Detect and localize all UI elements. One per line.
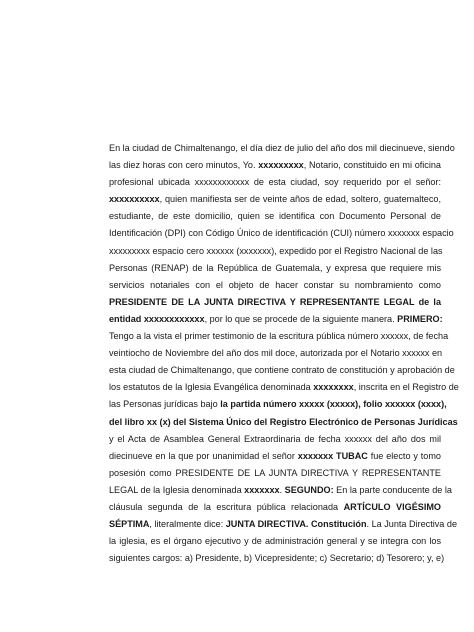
text-line bbox=[109, 208, 441, 225]
text-line bbox=[109, 191, 441, 208]
text-run: Identificación (DPI) con Código Único de identificación (CUI) número xxxxxxx espacio bbox=[109, 228, 454, 239]
text-line bbox=[109, 414, 458, 431]
text-line bbox=[109, 311, 441, 328]
text-line bbox=[109, 294, 441, 311]
text-run: servicios notariales con el objeto de hacer constar su nombramiento como bbox=[109, 279, 441, 290]
text-line bbox=[109, 516, 458, 533]
bold-text-run: xxxxxxxxxx bbox=[109, 194, 160, 205]
bold-text-run: ARTÍCULO VIGÉSIMO bbox=[343, 501, 441, 512]
text-line bbox=[109, 482, 452, 499]
text-line bbox=[109, 362, 455, 379]
text-line bbox=[109, 550, 445, 567]
text-run: . La Junta Directiva de bbox=[366, 519, 458, 530]
text-run: esta ciudad de Chimaltenango, que contiene contrato de constitución y aprobación de bbox=[109, 365, 455, 376]
text-run: los estatutos de la Iglesia Evangélica denominada bbox=[109, 382, 314, 393]
text-run: la iglesia, es el órgano ejecutivo y de administración general y se integra con los bbox=[109, 536, 441, 547]
bold-text-run: del libro xx (x) del Sistema Único del Registro Electrónico de Personas Jurídicas bbox=[109, 416, 458, 427]
text-run: estudiante, de este domicilio, quien se identifica con Documento Personal de bbox=[109, 211, 441, 222]
bold-text-run: PRESIDENTE DE LA JUNTA DIRECTIVA Y REPRESENTANTE LEGAL de la bbox=[109, 296, 441, 307]
text-line bbox=[109, 448, 441, 465]
text-run: , literalmente dice: bbox=[149, 519, 226, 530]
text-line bbox=[109, 533, 441, 550]
text-line bbox=[109, 157, 441, 174]
text-run: En la ciudad de Chimaltenango, el día diez de julio del año dos mil diecinueve, siendo bbox=[109, 143, 455, 153]
text-line bbox=[109, 345, 441, 362]
text-run: Personas (RENAP) de la República de Guatemala, y expresa que requiere mis bbox=[109, 262, 441, 273]
text-line bbox=[109, 465, 441, 482]
bold-text-run: la partida número xxxxx (xxxxx), folio xxxxxx (xxxx), bbox=[220, 399, 447, 410]
text-run: cláusula segunda de la escritura pública relacionada bbox=[109, 501, 344, 512]
text-line bbox=[109, 431, 441, 448]
text-run: profesional ubicada xxxxxxxxxxxx de esta ciudad, soy requerido por el señor: bbox=[109, 177, 441, 188]
text-line bbox=[109, 243, 441, 260]
bold-text-run: SÉPTIMA bbox=[109, 519, 150, 530]
text-run: Tengo a la vista el primer testimonio de la escritura pública número xxxxxx, de fecha bbox=[109, 331, 449, 342]
bold-text-run: SEGUNDO: bbox=[284, 484, 334, 495]
bold-text-run: xxxxxxx TUBAC bbox=[297, 450, 368, 461]
text-run: fue electo y tomo bbox=[367, 450, 441, 461]
document-body bbox=[109, 140, 459, 567]
text-run: siguientes cargos: a) Presidente, b) Vicepresidente; c) Secretario; d) Tesorero; y, e) bbox=[109, 553, 445, 564]
text-run: diecinueve en la que por unanimidad el señor bbox=[109, 450, 298, 461]
bold-text-run: xxxxxxxx bbox=[313, 382, 354, 393]
text-line bbox=[109, 396, 447, 413]
bold-text-run: xxxxxxxxx bbox=[258, 160, 304, 171]
text-run: xxxxxxxxx espacio cero xxxxxx (xxxxxxx), expedido por el Registro Nacional de las bbox=[109, 245, 443, 256]
text-run: las diez horas con cero minutos, Yo. bbox=[109, 160, 259, 171]
text-run: veintiocho de Noviembre del año dos mil doce, autorizada por el Notario xxxxxx en bbox=[109, 348, 443, 359]
text-line bbox=[109, 260, 441, 277]
bold-text-run: entidad xxxxxxxxxxxx bbox=[109, 313, 205, 324]
text-run: En la parte conducente de la bbox=[333, 484, 452, 495]
text-run: y el Acta de Asamblea General Extraordinaria de fecha xxxxxx del año dos mil bbox=[109, 433, 441, 444]
text-line bbox=[109, 174, 441, 191]
text-run: , Notario, constituido en mi oficina bbox=[303, 160, 441, 171]
text-line bbox=[109, 328, 449, 345]
text-line bbox=[109, 277, 441, 294]
text-line bbox=[109, 225, 454, 242]
bold-text-run: JUNTA DIRECTIVA. Constitución bbox=[225, 519, 367, 530]
text-run: , por lo que se procede de la siguiente manera. bbox=[204, 313, 398, 324]
text-run: , quien manifiesta ser de veinte años de edad, soltero, guatemalteco, bbox=[159, 194, 441, 205]
text-line bbox=[109, 140, 455, 157]
text-run: las Personas jurídicas bajo bbox=[109, 399, 221, 410]
text-run: . bbox=[279, 484, 285, 495]
text-line bbox=[109, 499, 441, 516]
bold-text-run: PRIMERO: bbox=[397, 313, 443, 324]
text-run: , inscrita en el Registro de bbox=[353, 382, 459, 393]
text-run: LEGAL de la Iglesia denominada bbox=[109, 484, 245, 495]
text-line bbox=[109, 379, 459, 396]
bold-text-run: xxxxxxx bbox=[244, 484, 280, 495]
text-run: posesión como PRESIDENTE DE LA JUNTA DIRECTIVA Y REPRESENTANTE bbox=[109, 467, 441, 478]
